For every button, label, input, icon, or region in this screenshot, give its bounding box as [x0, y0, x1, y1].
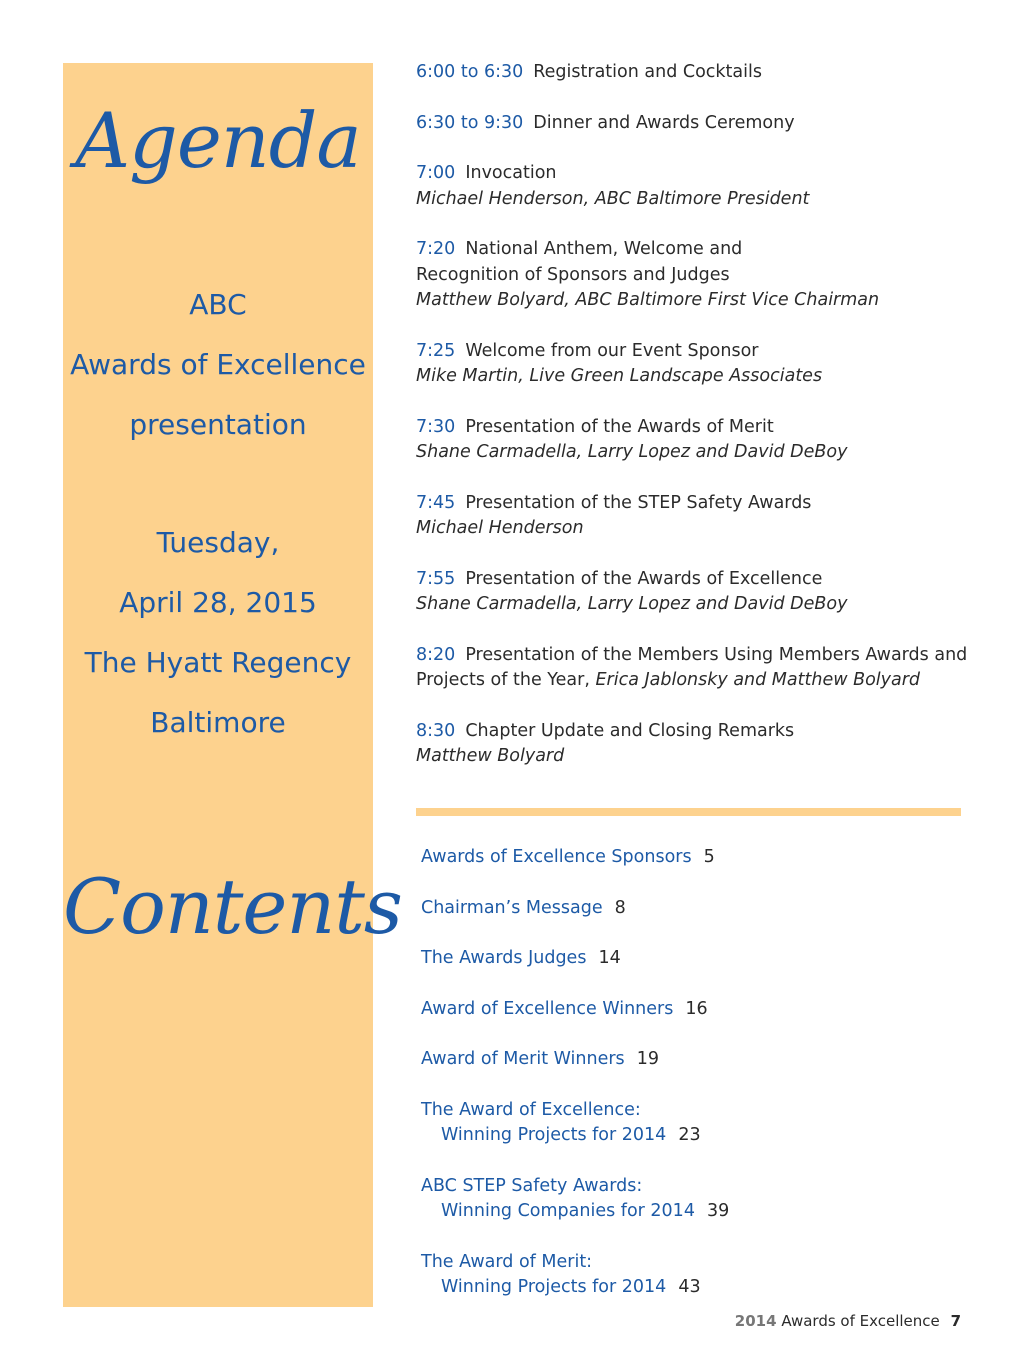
contents-heading: Contents [63, 862, 402, 951]
agenda-item [416, 161, 976, 212]
agenda-speaker: Mike Martin, Live Green Landscape Associates [416, 366, 823, 386]
agenda-speaker: Michael Henderson, ABC Baltimore President [416, 188, 810, 209]
footer-page-number: 7 [950, 1312, 961, 1330]
agenda-time: 7:55 [416, 568, 456, 589]
agenda-time: 8:20 [416, 644, 456, 665]
footer-label: Awards of Excellence [781, 1312, 940, 1330]
spacer [63, 465, 373, 523]
agenda-time: 7:00 [416, 163, 456, 183]
agenda-title-cont: Projects of the Year, [416, 670, 590, 690]
agenda-title: Welcome from our Event Sponsor [465, 340, 759, 361]
agenda-item [416, 491, 976, 542]
agenda-item [416, 567, 976, 618]
agenda-time: 6:00 to 6:30 [416, 62, 524, 82]
contents-entry-title[interactable]: The Awards Judges [421, 948, 587, 968]
agenda-time: 7:25 [416, 340, 456, 361]
agenda-item [416, 643, 976, 694]
agenda-time: 7:45 [416, 492, 456, 513]
agenda-time: 7:30 [416, 416, 456, 437]
agenda-list [416, 60, 976, 795]
agenda-title: Presentation of the STEP Safety Awards [465, 492, 812, 513]
agenda-title: Presentation of the Awards of Merit [465, 416, 774, 437]
agenda-title: Presentation of the Awards of Excellence [465, 568, 823, 589]
contents-entry-subtitle[interactable]: Winning Projects for 2014 [441, 1125, 667, 1145]
event-day: Tuesday, [156, 526, 280, 559]
agenda-title: Presentation of the Members Using Members Awards and [465, 644, 968, 665]
event-city: Baltimore [150, 706, 286, 739]
agenda-speaker: Michael Henderson [416, 518, 584, 538]
contents-entry[interactable] [421, 997, 961, 1023]
contents-page-number: 14 [598, 948, 621, 968]
agenda-title: National Anthem, Welcome and [465, 239, 743, 259]
contents-entry[interactable] [421, 1174, 961, 1225]
agenda-speaker: Matthew Bolyard [416, 746, 565, 766]
agenda-title: Chapter Update and Closing Remarks [465, 720, 795, 741]
contents-entry-title[interactable]: ABC STEP Safety Awards: [421, 1175, 643, 1196]
contents-entry-title[interactable]: The Award of Merit: [421, 1251, 593, 1272]
contents-page-number: 23 [678, 1125, 701, 1145]
event-name: Awards of Excellence [70, 348, 366, 381]
agenda-time: 6:30 to 9:30 [416, 112, 524, 133]
contents-page-number: 43 [678, 1277, 701, 1297]
contents-page-number: 5 [703, 847, 715, 867]
contents-entry-title[interactable]: Award of Merit Winners [421, 1049, 625, 1069]
org-name: ABC [189, 288, 247, 321]
agenda-item [416, 60, 976, 86]
contents-page-number: 8 [614, 897, 626, 918]
event-venue: The Hyatt Regency [84, 646, 352, 679]
side-panel [63, 63, 402, 1307]
agenda-title-cont: Recognition of Sponsors and Judges [416, 264, 730, 285]
contents-entry[interactable] [421, 1047, 961, 1073]
event-date: April 28, 2015 [119, 586, 317, 619]
contents-list [421, 845, 961, 1326]
contents-entry[interactable] [421, 946, 961, 972]
agenda-time: 7:20 [416, 239, 456, 259]
contents-entry[interactable] [421, 1250, 961, 1301]
footer-year: 2014 [734, 1312, 777, 1330]
event-info [63, 285, 373, 763]
contents-entry-title[interactable]: Chairman’s Message [421, 897, 603, 918]
event-subtitle: presentation [129, 408, 307, 441]
contents-entry-title[interactable]: Awards of Excellence Sponsors [421, 847, 692, 867]
agenda-title: Dinner and Awards Ceremony [533, 112, 795, 133]
agenda-title: Invocation [465, 163, 557, 183]
agenda-speaker: Shane Carmadella, Larry Lopez and David DeBoy [416, 594, 848, 614]
contents-entry-title[interactable]: Award of Excellence Winners [421, 998, 674, 1019]
agenda-time: 8:30 [416, 720, 456, 741]
agenda-item [416, 111, 976, 137]
contents-page-number: 16 [685, 998, 708, 1019]
contents-entry[interactable] [421, 845, 961, 871]
agenda-heading: Agenda [75, 96, 361, 185]
contents-entry-subtitle[interactable]: Winning Companies for 2014 [441, 1201, 695, 1221]
agenda-item [416, 237, 976, 314]
agenda-item [416, 719, 976, 770]
page-footer [735, 1312, 961, 1330]
contents-page-number: 19 [636, 1049, 659, 1069]
contents-entry[interactable] [421, 896, 961, 922]
contents-entry[interactable] [421, 1098, 961, 1149]
contents-entry-title[interactable]: The Award of Excellence: [421, 1099, 641, 1120]
agenda-item [416, 339, 976, 390]
agenda-item [416, 415, 976, 466]
agenda-speaker: Matthew Bolyard, ABC Baltimore First Vice Chairman [416, 290, 880, 310]
section-divider [416, 808, 961, 816]
contents-page-number: 39 [706, 1201, 730, 1221]
agenda-speaker: Erica Jablonsky and Matthew Bolyard [595, 670, 921, 690]
agenda-title: Registration and Cocktails [533, 62, 762, 82]
contents-entry-subtitle[interactable]: Winning Projects for 2014 [441, 1277, 667, 1297]
agenda-speaker: Shane Carmadella, Larry Lopez and David DeBoy [416, 442, 848, 462]
